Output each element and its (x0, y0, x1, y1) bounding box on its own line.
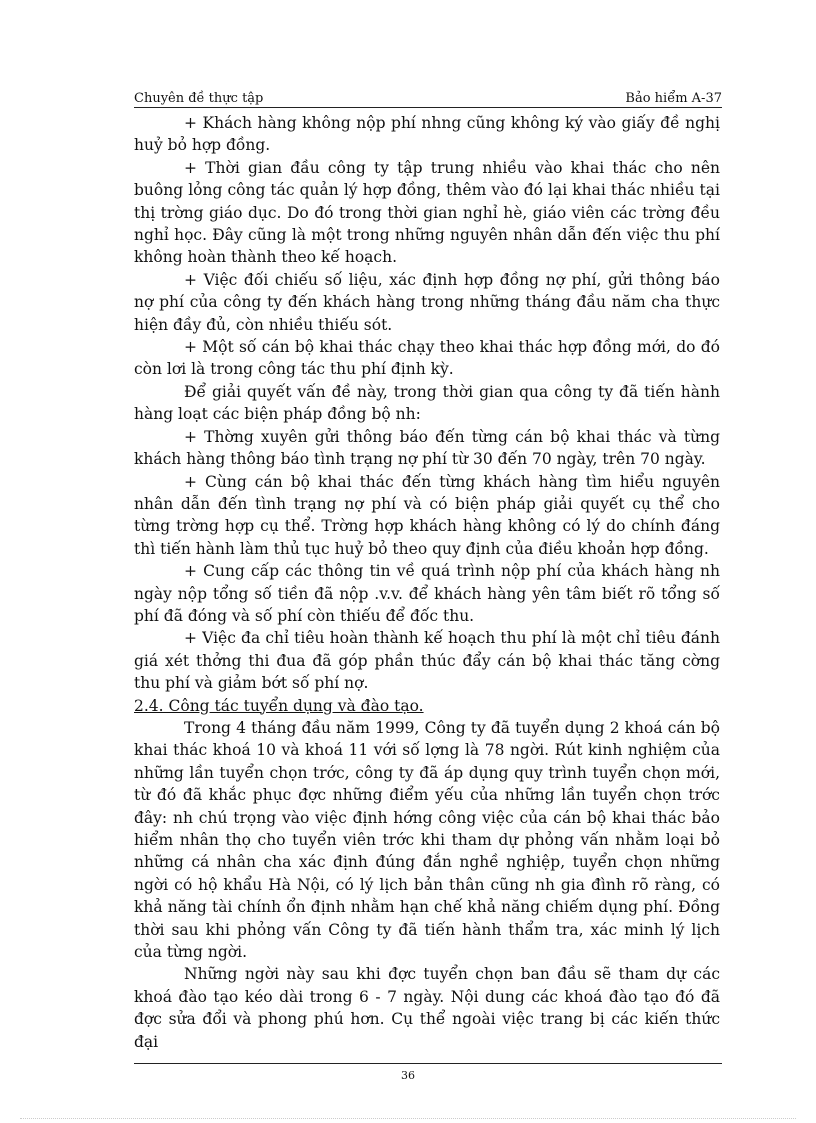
paragraph: + Cung cấp các thông tin về quá trình nộp phí của khách hàng nh ngày nộp tổng số tiền đã nộp .v.v. để khách hàng yên tâm biết rõ tổng số phí đã đóng và số phí còn thiếu để đốc thu. (134, 562, 720, 625)
paragraph: + Một số cán bộ khai thác chạy theo khai thác hợp đồng mới, do đó còn lơi là trong công tác thu phí định kỳ. (134, 338, 720, 379)
paragraph: + Cùng cán bộ khai thác đến từng khách hàng tìm hiểu nguyên nhân dẫn đến tình trạng nợ phí và có biện pháp giải quyết cụ thể cho từng trờng hợp cụ thể. Trờng hợp khách hàng không có lý do chính đáng thì tiến hành làm thủ tục huỷ bỏ theo quy định của điều khoản hợp đồng. (134, 472, 720, 558)
paragraph: + Việc đối chiếu số liệu, xác định hợp đồng nợ phí, gửi thông báo nợ phí của công ty đến khách hàng trong những tháng đầu năm cha thực hiện đầy đủ, còn nhiều thiếu sót. (134, 270, 720, 334)
paragraph: Để giải quyết vấn đề này, trong thời gian qua công ty đã tiến hành hàng loạt các biện pháp đồng bộ nh: (134, 382, 720, 424)
footer-divider (134, 1063, 722, 1064)
paragraph: Những ngời này sau khi đợc tuyển chọn ban đầu sẽ tham dự các khoá đào tạo kéo dài trong 6 - 7 ngày. Nội dung các khoá đào tạo đó đã đợc sửa đổi và phong phú hơn. Cụ thể ngoài việc trang bị các kiến thức đại (134, 965, 720, 1051)
paragraph: Trong 4 tháng đầu năm 1999, Công ty đã tuyển dụng 2 khoá cán bộ khai thác khoá 10 và khoá 11 với số lợng là 78 ngời. Rút kinh nghiệm của những lần tuyển chọn trớc, công ty đã áp dụng quy trình tuyển chọn mới, từ đó đã khắc phục đợc những điểm yếu của những lần tuyển chọn trớc đây: nh chú trọng vào việc định hớng công việc của cán bộ khai thác bảo hiểm nhân thọ cho tuyển viên trớc khi tham dự phỏng vấn nhằm loại bỏ những cá nhân cha xác định đúng đắn nghề nghiệp, tuyển chọn những ngời có hộ khẩu Hà Nội, có lý lịch bản thân cũng nh gia đình rõ ràng, có khả năng tài chính ổn định nhằm hạn chế khả năng chiếm dụng phí. Đồng thời sau khi phỏng vấn Công ty đã tiến hành thẩm tra, xác minh lý lịch của từng ngời. (134, 718, 720, 962)
header-code: Bảo hiểm A-37 (625, 91, 722, 106)
paragraph: + Thờng xuyên gửi thông báo đến từng cán bộ khai thác và từng khách hàng thông báo tình trạng nợ phí từ 30 đến 70 ngày, trên 70 ngày. (134, 427, 720, 469)
header-title: Chuyên đề thực tập (134, 91, 264, 106)
page-number: 36 (401, 1069, 415, 1082)
page-edge-divider (20, 1118, 796, 1119)
paragraph: + Việc đa chỉ tiêu hoàn thành kế hoạch thu phí là một chỉ tiêu đánh giá xét thởng thi đua đã góp phần thúc đẩy cán bộ khai thác tăng cờng thu phí và giảm bớt số phí nợ. (134, 629, 720, 693)
paragraph: + Khách hàng không nộp phí nhng cũng không ký vào giấy đề nghị huỷ bỏ hợp đồng. (134, 114, 720, 155)
section-heading-line (134, 695, 720, 717)
document-body (134, 112, 720, 1053)
section-heading: 2.4. Công tác tuyển dụng và đào tạo. (134, 696, 424, 715)
page-header (134, 86, 722, 108)
paragraph: + Thời gian đầu công ty tập trung nhiều vào khai thác cho nên buông lỏng công tác quản lý hợp đồng, thêm vào đó lại khai thác nhiều tại thị trờng giáo dục. Do đó trong thời gian nghỉ hè, giáo viên các trờng đều nghỉ học. Đây cũng là một trong những nguyên nhân dẫn đến việc thu phí không hoàn thành theo kế hoạch. (134, 158, 720, 267)
